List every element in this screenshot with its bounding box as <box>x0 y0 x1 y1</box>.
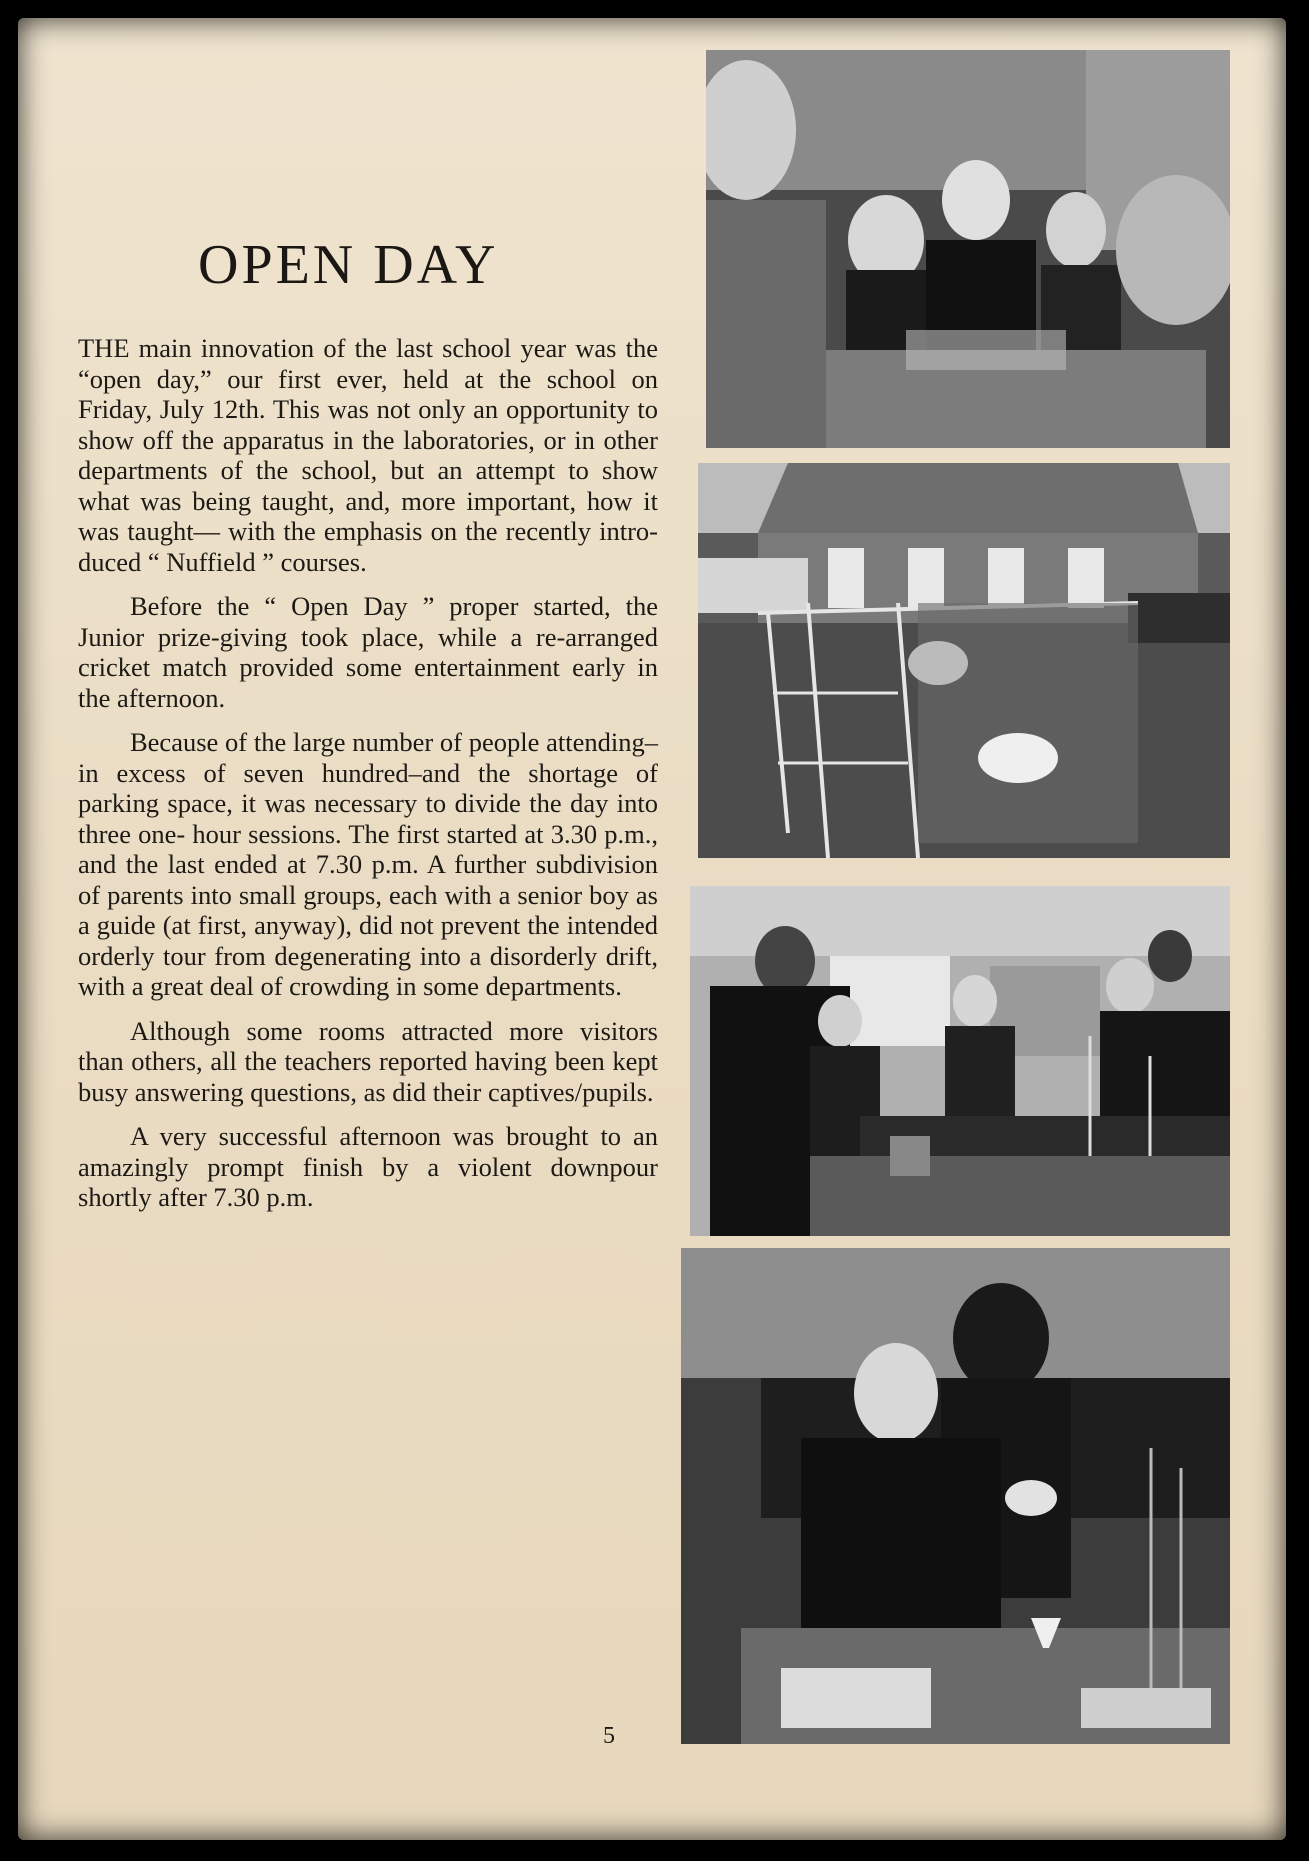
paragraph-1: THE main innovation of the last school year was the “open day,” our first ever, held at the school on Friday, July 12th. This was not only an opportunity to show off the apparatus in the laboratories, or in other departments of the school, but an attempt to show what was being taught, and, more important, how it was taught— with the emphasis on the recently intro- duced “ Nuffield ” courses. <box>78 333 658 577</box>
magazine-page <box>18 18 1286 1840</box>
paragraph-2: Before the “ Open Day ” proper started, the Junior prize-giving took place, while a re-arranged cricket match provided some entertainment early in the afternoon. <box>78 591 658 713</box>
photo-laboratory-visitors <box>690 886 1230 1236</box>
page-title: OPEN DAY <box>198 234 499 296</box>
photo-teacher-pupil-bench <box>681 1248 1230 1744</box>
paragraph-4: Although some rooms attracted more visitors than others, all the teachers reported having been kept busy answering questions, as did their captives/pupils. <box>78 1015 658 1107</box>
page-number: 5 <box>603 1723 615 1749</box>
article-body <box>78 333 658 1227</box>
paragraph-3: Because of the large number of people attending–in excess of seven hundred–and the shortage of parking space, it was necessary to divide the day into three one- hour sessions. The first started at 3.30 p.m., and the last ended at 7.30 p.m. A further subdivision of parents into small groups, each with a senior boy as a guide (at first, anyway), did not prevent the intended orderly tour from degenerating into a disorderly drift, with a great deal of crowding in some departments. <box>78 727 658 1001</box>
photo-building-structure <box>698 463 1230 858</box>
paragraph-5: A very successful afternoon was brought to an amazingly prompt finish by a violent downpour shortly after 7.30 p.m. <box>78 1121 658 1212</box>
photo-visitors-apparatus <box>706 50 1230 448</box>
